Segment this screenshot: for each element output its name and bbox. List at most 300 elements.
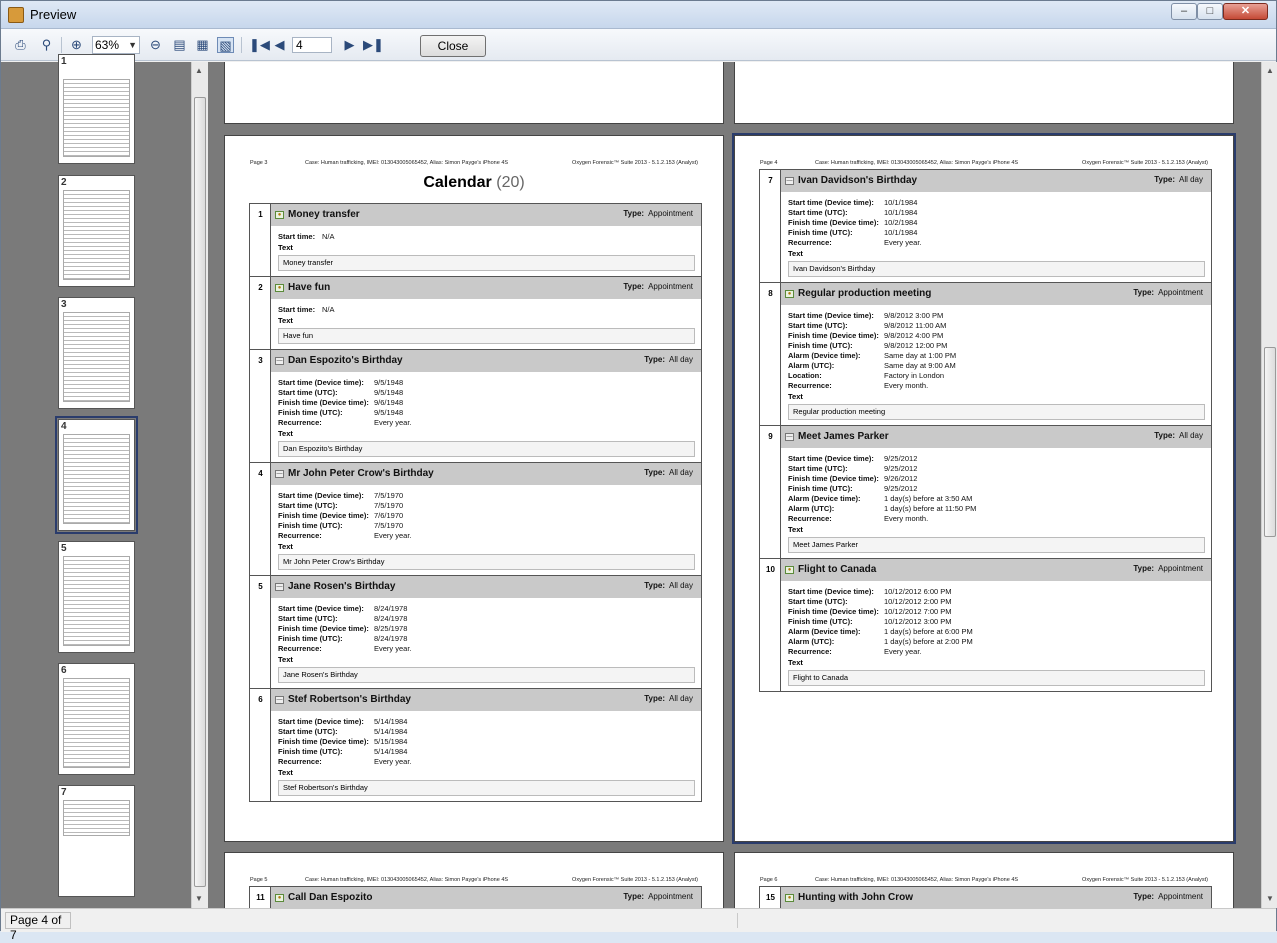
- field-row: [788, 617, 1205, 627]
- field-row: [788, 331, 1205, 341]
- thumbnail-number: 1: [61, 56, 67, 67]
- entry-title: Jane Rosen's Birthday: [288, 581, 396, 592]
- field-row: [278, 531, 695, 541]
- field-row: [278, 491, 695, 501]
- minimize-button[interactable]: –: [1171, 3, 1197, 20]
- field-label: Start time (UTC):: [788, 321, 848, 330]
- field-value: 9/8/2012 4:00 PM: [884, 331, 944, 340]
- last-page-icon[interactable]: ▶❚: [363, 37, 384, 52]
- field-label: Start time (UTC):: [278, 501, 338, 510]
- maximize-button[interactable]: □: [1197, 3, 1223, 20]
- entry-title: Money transfer: [288, 209, 360, 220]
- text-label: Text: [278, 768, 293, 777]
- entry-body: [271, 711, 701, 801]
- text-label: Text: [278, 655, 293, 664]
- field-row: [278, 408, 695, 418]
- product-info: Oxygen Forensic™ Suite 2013 - 5.1.2.153 (Analyst): [1082, 877, 1208, 883]
- chevron-down-icon: ▼: [128, 40, 137, 50]
- type-value: All day: [1178, 431, 1203, 440]
- field-row: [278, 604, 695, 614]
- field-value: 10/1/1984: [884, 208, 918, 217]
- entry-number: 4: [258, 469, 263, 478]
- field-value: 9/8/2012 11:00 AM: [884, 321, 947, 330]
- thumbnail-preview: [63, 556, 130, 646]
- field-value: Every year.: [374, 644, 412, 653]
- field-label: Finish time (UTC):: [278, 747, 343, 756]
- two-pages-icon[interactable]: ▦: [196, 37, 209, 52]
- case-info: Case: Human trafficking, IMEI: 013043005065452, Alias: Simon Payge's iPhone 4S: [815, 160, 1019, 166]
- field-row: [278, 717, 695, 727]
- field-label: Finish time (Device time):: [278, 737, 369, 746]
- entry-header: [781, 887, 1211, 908]
- calendar-entries: [759, 886, 1212, 908]
- scroll-up-icon[interactable]: ▲: [195, 66, 203, 75]
- calendar-entries: [249, 203, 702, 802]
- field-row: [278, 398, 695, 408]
- thumbnail-page-4[interactable]: [58, 419, 135, 531]
- thumbnail-page-6[interactable]: [58, 663, 135, 775]
- field-row: [788, 607, 1205, 617]
- type-label: Type:: [623, 282, 645, 291]
- field-value: Every year.: [374, 757, 412, 766]
- entry-number: 7: [768, 176, 773, 185]
- section-title: Calendar: [423, 174, 492, 191]
- product-info: Oxygen Forensic™ Suite 2013 - 5.1.2.153 (Analyst): [1082, 160, 1208, 166]
- app-icon: [8, 7, 24, 23]
- calendar-entry: [250, 204, 701, 277]
- field-value: 7/5/1970: [374, 491, 404, 500]
- entry-type: [644, 355, 693, 364]
- field-value: 1 day(s) before at 6:00 PM: [884, 627, 973, 636]
- field-value: 8/25/1978: [374, 624, 408, 633]
- thumbnail-number: 4: [61, 421, 67, 432]
- scroll-thumb[interactable]: [1264, 347, 1276, 537]
- field-row: [278, 727, 695, 737]
- field-row: [278, 511, 695, 521]
- field-row: [788, 587, 1205, 597]
- text-label: Text: [278, 429, 293, 438]
- page-header: [225, 160, 723, 170]
- text-label: Text: [278, 542, 293, 551]
- entry-number: 9: [768, 432, 773, 441]
- entry-type: [623, 209, 693, 218]
- field-row: [788, 454, 1205, 464]
- zoom-out-icon[interactable]: ⊖: [150, 37, 161, 52]
- field-row: [788, 514, 1205, 524]
- field-row: [788, 311, 1205, 321]
- field-row: [788, 198, 1205, 208]
- print-icon[interactable]: ⎙: [15, 37, 26, 52]
- field-row: [788, 464, 1205, 474]
- field-value: 9/5/1948: [374, 408, 404, 417]
- calendar-entries: [249, 886, 702, 908]
- calendar-entry: [760, 426, 1211, 559]
- field-row: [278, 644, 695, 654]
- field-row: [788, 208, 1205, 218]
- page-label: Page 3: [250, 160, 268, 166]
- field-value: 9/5/1948: [374, 378, 404, 387]
- case-info: Case: Human trafficking, IMEI: 013043005065452, Alias: Simon Payge's iPhone 4S: [305, 877, 509, 883]
- close-button[interactable]: Close: [420, 35, 486, 57]
- entry-title: Flight to Canada: [798, 564, 877, 575]
- calendar-entry: [760, 170, 1211, 283]
- close-window-button[interactable]: ✕: [1223, 3, 1268, 20]
- page-2-bottom: [224, 62, 724, 124]
- thumbnail-preview: [63, 190, 130, 280]
- entry-type: [1133, 564, 1203, 573]
- field-value: 9/25/2012: [884, 454, 918, 463]
- title-bar: [1, 1, 1276, 29]
- product-info: Oxygen Forensic™ Suite 2013 - 5.1.2.153 (Analyst): [572, 160, 698, 166]
- appointment-icon: ●: [275, 211, 284, 219]
- field-value: Same day at 9:00 AM: [884, 361, 956, 370]
- text-label: Text: [788, 392, 803, 401]
- page-label: Page 5: [250, 877, 268, 883]
- text-label: Text: [278, 316, 293, 325]
- entry-body: [781, 448, 1211, 558]
- field-row: [788, 627, 1205, 637]
- single-page-icon[interactable]: ▤: [173, 37, 186, 52]
- field-label: Finish time (Device time):: [278, 398, 369, 407]
- field-row: [788, 341, 1205, 351]
- field-label: Finish time (Device time):: [278, 624, 369, 633]
- all-day-icon: —: [786, 434, 793, 440]
- field-value: 9/8/2012 3:00 PM: [884, 311, 944, 320]
- page-4: [734, 135, 1234, 842]
- field-label: Start time (Device time):: [788, 454, 874, 463]
- field-value: 8/24/1978: [374, 634, 408, 643]
- page-status: Page 4 of 7: [5, 912, 71, 929]
- thumbnail-number: 2: [61, 177, 67, 188]
- text-label: Text: [788, 525, 803, 534]
- page-6: [734, 852, 1234, 908]
- field-label: Start time (Device time):: [788, 311, 874, 320]
- entry-number: 8: [768, 289, 773, 298]
- toolbar-separator: [241, 37, 242, 53]
- entry-header: [781, 170, 1211, 192]
- field-value: 10/1/1984: [884, 228, 918, 237]
- thumbnail-preview: [63, 800, 130, 836]
- field-label: Finish time (Device time):: [788, 331, 879, 340]
- entry-header: [781, 283, 1211, 305]
- field-value: N/A: [322, 232, 335, 241]
- field-label: Finish time (Device time):: [788, 607, 879, 616]
- field-label: Recurrence:: [788, 238, 832, 247]
- field-value: 10/12/2012 7:00 PM: [884, 607, 952, 616]
- thumbnail-page-2[interactable]: [58, 175, 135, 287]
- calendar-entry: [250, 689, 701, 802]
- entry-type: [644, 694, 693, 703]
- field-value: 7/5/1970: [374, 501, 404, 510]
- entry-body: [271, 226, 701, 276]
- calendar-entry: [250, 277, 701, 350]
- field-value: 10/12/2012 6:00 PM: [884, 587, 952, 596]
- field-row: [278, 501, 695, 511]
- field-value: Every year.: [374, 531, 412, 540]
- field-label: Start time (Device time):: [788, 587, 874, 596]
- thumbnail-preview: [63, 312, 130, 402]
- page-number-input[interactable]: [292, 37, 332, 53]
- field-label: Start time (Device time):: [278, 717, 364, 726]
- entry-number: 11: [256, 893, 265, 902]
- type-label: Type:: [1133, 564, 1155, 573]
- entry-number-cell: [760, 170, 781, 282]
- field-value: 7/6/1970: [374, 511, 404, 520]
- zoom-select[interactable]: [92, 36, 140, 54]
- zoom-in-icon[interactable]: ⊕: [71, 37, 82, 52]
- section-count: (20): [496, 174, 525, 191]
- type-label: Type:: [1133, 892, 1155, 901]
- type-label: Type:: [644, 581, 665, 590]
- field-value: 9/8/2012 12:00 PM: [884, 341, 948, 350]
- entry-text: Mr John Peter Crow's Birthday: [278, 554, 695, 570]
- type-value: Appointment: [648, 892, 693, 901]
- field-label: Start time (UTC):: [278, 388, 338, 397]
- entry-type: [644, 581, 693, 590]
- toolbar-separator: [61, 37, 62, 53]
- type-value: All day: [668, 581, 693, 590]
- field-value: 9/5/1948: [374, 388, 404, 397]
- field-value: 9/25/2012: [884, 484, 918, 493]
- field-value: 5/14/1984: [374, 747, 408, 756]
- field-value: 1 day(s) before at 3:50 AM: [884, 494, 973, 503]
- field-row: [278, 624, 695, 634]
- status-divider: [737, 913, 738, 928]
- case-info: Case: Human trafficking, IMEI: 013043005065452, Alias: Simon Payge's iPhone 4S: [815, 877, 1019, 883]
- field-value: 1 day(s) before at 11:50 PM: [884, 504, 977, 513]
- field-row: [278, 418, 695, 428]
- next-page-icon[interactable]: ▶: [344, 37, 355, 52]
- field-row: [788, 597, 1205, 607]
- entry-type: [1154, 431, 1203, 440]
- entry-title: Stef Robertson's Birthday: [288, 694, 411, 705]
- field-label: Alarm (Device time):: [788, 494, 861, 503]
- entry-text: Dan Espozito's Birthday: [278, 441, 695, 457]
- field-value: Every year.: [374, 418, 412, 427]
- field-row: [788, 474, 1205, 484]
- entry-number: 6: [258, 695, 263, 704]
- calendar-entry: [250, 350, 701, 463]
- entry-title: Have fun: [288, 282, 331, 293]
- field-value: N/A: [322, 305, 335, 314]
- case-info: Case: Human trafficking, IMEI: 013043005065452, Alias: Simon Payge's iPhone 4S: [305, 160, 509, 166]
- field-row: [788, 647, 1205, 657]
- field-label: Start time (UTC):: [788, 597, 848, 606]
- field-label: Start time (UTC):: [278, 614, 338, 623]
- field-value: 7/5/1970: [374, 521, 404, 530]
- field-label: Location:: [788, 371, 822, 380]
- thumbnail-page-3[interactable]: [58, 297, 135, 409]
- document-scrollbar[interactable]: [1261, 62, 1277, 908]
- field-row: [278, 614, 695, 624]
- entry-number: 3: [258, 356, 263, 365]
- page-label: Page 4: [760, 160, 778, 166]
- field-label: Start time:: [278, 232, 316, 241]
- status-bar: [1, 908, 1276, 942]
- field-row: [788, 381, 1205, 391]
- scroll-down-icon[interactable]: ▼: [1266, 894, 1274, 903]
- thumbnail-preview: [63, 678, 130, 768]
- type-value: All day: [668, 694, 693, 703]
- type-label: Type:: [1154, 175, 1175, 184]
- entry-type: [1133, 892, 1203, 901]
- entry-number: 15: [766, 893, 775, 902]
- type-label: Type:: [644, 468, 665, 477]
- field-label: Recurrence:: [278, 644, 322, 653]
- calendar-entry: [250, 576, 701, 689]
- field-label: Recurrence:: [278, 757, 322, 766]
- field-row: [278, 305, 695, 315]
- entry-title: Call Dan Espozito: [288, 892, 373, 903]
- entry-text: Have fun: [278, 328, 695, 344]
- field-row: [278, 521, 695, 531]
- entry-number: 1: [258, 210, 263, 219]
- appointment-icon: ●: [275, 894, 284, 902]
- entry-body: [781, 305, 1211, 425]
- thumbnail-page-5[interactable]: [58, 541, 135, 653]
- entry-header: [271, 350, 701, 372]
- entry-type: [1154, 175, 1203, 184]
- entry-header: [271, 463, 701, 485]
- entry-text: Jane Rosen's Birthday: [278, 667, 695, 683]
- thumbnail-number: 7: [61, 787, 67, 798]
- field-row: [278, 378, 695, 388]
- field-value: 1 day(s) before at 2:00 PM: [884, 637, 973, 646]
- appointment-icon: ●: [785, 290, 794, 298]
- field-label: Recurrence:: [278, 531, 322, 540]
- all-day-icon: —: [786, 178, 793, 184]
- page-3: [224, 135, 724, 842]
- all-day-icon: —: [276, 358, 283, 364]
- entry-number-cell: [250, 887, 271, 908]
- thumbnail-pane: [1, 56, 208, 908]
- field-label: Start time (Device time):: [788, 198, 874, 207]
- page-label: Page 6: [760, 877, 778, 883]
- type-value: Appointment: [1158, 288, 1203, 297]
- calendar-entry: [760, 887, 1211, 908]
- entry-text: Stef Robertson's Birthday: [278, 780, 695, 796]
- field-label: Finish time (UTC):: [278, 521, 343, 530]
- type-value: Appointment: [648, 209, 693, 218]
- page-5: [224, 852, 724, 908]
- type-label: Type:: [1154, 431, 1175, 440]
- field-label: Alarm (UTC):: [788, 361, 835, 370]
- field-value: Every year.: [884, 238, 922, 247]
- field-row: [788, 321, 1205, 331]
- appointment-icon: ●: [785, 894, 794, 902]
- field-value: 9/26/2012: [884, 474, 918, 483]
- all-day-icon: —: [276, 471, 283, 477]
- field-label: Start time (Device time):: [278, 491, 364, 500]
- field-label: Finish time (Device time):: [788, 474, 879, 483]
- field-label: Start time (UTC):: [788, 464, 848, 473]
- field-row: [788, 637, 1205, 647]
- entry-title: Hunting with John Crow: [798, 892, 913, 903]
- all-day-icon: —: [276, 697, 283, 703]
- text-label: Text: [788, 658, 803, 667]
- scroll-down-icon[interactable]: ▼: [195, 894, 203, 903]
- type-value: All day: [1178, 175, 1203, 184]
- thumbnail-number: 6: [61, 665, 67, 676]
- thumbnail-page-1[interactable]: [58, 54, 135, 164]
- entry-text: Regular production meeting: [788, 404, 1205, 420]
- all-day-icon: —: [276, 584, 283, 590]
- first-page-icon[interactable]: ❚◀: [249, 37, 270, 52]
- entry-body: [271, 598, 701, 688]
- field-label: Recurrence:: [788, 381, 832, 390]
- thumbnails-toggle-icon[interactable]: ▧: [217, 37, 234, 53]
- entry-number-cell: [760, 559, 781, 691]
- field-row: [788, 504, 1205, 514]
- scroll-thumb[interactable]: [194, 97, 206, 887]
- thumbnail-scrollbar[interactable]: [191, 62, 208, 908]
- field-row: [788, 361, 1205, 371]
- calendar-entry: [760, 283, 1211, 426]
- field-label: Recurrence:: [788, 514, 832, 523]
- appointment-icon: ●: [275, 284, 284, 292]
- thumbnail-page-7[interactable]: [58, 785, 135, 897]
- entry-header: [271, 576, 701, 598]
- calendar-entry: [250, 463, 701, 576]
- previous-page-icon[interactable]: ◀: [274, 37, 285, 52]
- find-icon[interactable]: ⚲: [41, 37, 52, 52]
- field-value: 5/15/1984: [374, 737, 408, 746]
- field-value: 9/6/1948: [374, 398, 404, 407]
- field-label: Finish time (UTC):: [788, 617, 853, 626]
- field-label: Alarm (Device time):: [788, 351, 861, 360]
- entry-number-cell: [250, 350, 271, 462]
- entry-title: Meet James Parker: [798, 431, 889, 442]
- thumbnail-preview: [63, 434, 130, 524]
- field-label: Finish time (UTC):: [788, 228, 853, 237]
- field-row: [788, 371, 1205, 381]
- field-row: [278, 232, 695, 242]
- field-label: Start time (Device time):: [278, 604, 364, 613]
- field-label: Finish time (Device time):: [788, 218, 879, 227]
- window-title: Preview: [30, 7, 77, 22]
- field-row: [788, 218, 1205, 228]
- entry-number-cell: [250, 463, 271, 575]
- field-value: 5/14/1984: [374, 727, 408, 736]
- appointment-icon: ●: [785, 566, 794, 574]
- field-label: Alarm (Device time):: [788, 627, 861, 636]
- field-label: Finish time (UTC):: [278, 634, 343, 643]
- field-label: Finish time (UTC):: [788, 341, 853, 350]
- text-label: Text: [788, 249, 803, 258]
- field-label: Start time:: [278, 305, 316, 314]
- calendar-entries: [759, 169, 1212, 692]
- type-value: Appointment: [1158, 564, 1203, 573]
- field-value: Every month.: [884, 514, 929, 523]
- page-2b-bottom: [734, 62, 1234, 124]
- entry-text: Money transfer: [278, 255, 695, 271]
- entry-body: [271, 299, 701, 349]
- field-value: 9/25/2012: [884, 464, 918, 473]
- field-label: Start time (Device time):: [278, 378, 364, 387]
- field-value: 8/24/1978: [374, 614, 408, 623]
- field-row: [788, 238, 1205, 248]
- entry-number: 10: [766, 565, 775, 574]
- entry-number-cell: [250, 576, 271, 688]
- entry-body: [781, 192, 1211, 282]
- field-label: Start time (UTC):: [788, 208, 848, 217]
- field-label: Finish time (UTC):: [278, 408, 343, 417]
- field-value: 10/1/1984: [884, 198, 918, 207]
- type-label: Type:: [644, 694, 665, 703]
- calendar-title: [225, 174, 723, 192]
- scroll-up-icon[interactable]: ▲: [1266, 66, 1274, 75]
- field-label: Alarm (UTC):: [788, 504, 835, 513]
